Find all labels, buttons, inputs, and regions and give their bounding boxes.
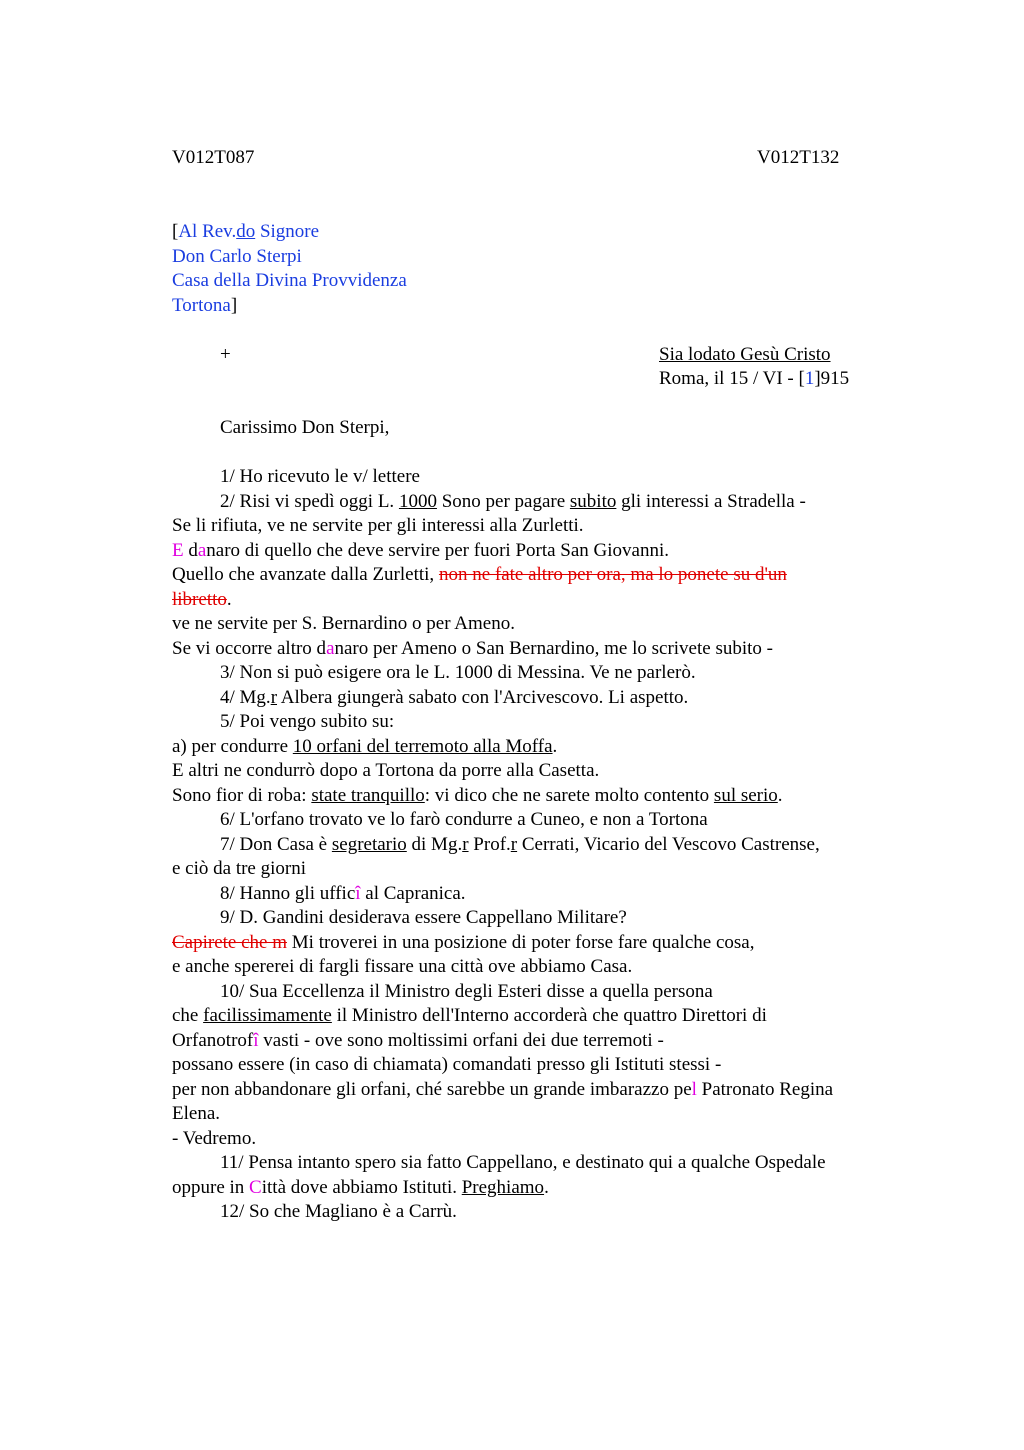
body-line: E danaro di quello che deve servire per fuori Porta San Giovanni.	[172, 540, 670, 561]
body-line: ve ne servite per S. Bernardino o per Ameno.	[172, 613, 515, 634]
body-line: possano essere (in caso di chiamata) comandati presso gli Istituti stessi -	[172, 1054, 722, 1075]
body-line: E altri ne condurrò dopo a Tortona da porre alla Casetta.	[172, 760, 600, 781]
body-line: Orfanotrofî vasti - ove sono moltissimi orfani dei due terremoti -	[172, 1030, 664, 1051]
motto: Sia lodato Gesù Cristo	[659, 344, 831, 365]
body-line: a) per condurre 10 orfani del terremoto alla Moffa.	[172, 736, 558, 757]
address-line-2: Don Carlo Sterpi	[172, 246, 302, 267]
body-line: Se vi occorre altro danaro per Ameno o San Bernardino, me lo scrivete subito -	[172, 638, 773, 659]
address-line-1: [Al Rev.do Signore	[172, 221, 320, 242]
body-line: oppure in Città dove abbiamo Istituti. Preghiamo.	[172, 1177, 549, 1198]
body-line: 9/ D. Gandini desiderava essere Cappellano Militare?	[220, 907, 627, 928]
body-line: Capirete che m Mi troverei in una posizione di poter forse fare qualche cosa,	[172, 932, 755, 953]
cross-symbol: +	[220, 344, 231, 365]
address-line-4: Tortona]	[172, 295, 238, 316]
body-line: 4/ Mg.r Albera giungerà sabato con l'Arcivescovo. Li aspetto.	[220, 687, 689, 708]
body-line: 10/ Sua Eccellenza il Ministro degli Esteri disse a quella persona	[220, 981, 713, 1002]
body-line: Sono fior di roba: state tranquillo: vi dico che ne sarete molto contento sul serio.	[172, 785, 783, 806]
body-line: 6/ L'orfano trovato ve lo farò condurre a Cuneo, e non a Tortona	[220, 809, 708, 830]
body-line: per non abbandonare gli orfani, ché sarebbe un grande imbarazzo pel Patronato Regina	[172, 1079, 834, 1100]
body-line: Se li rifiuta, ve ne servite per gli interessi alla Zurletti.	[172, 515, 584, 536]
body-line: e anche spererei di fargli fissare una città ove abbiamo Casa.	[172, 956, 633, 977]
body-line: Quello che avanzate dalla Zurletti, non ne fate altro per ora, ma lo ponete su d'un	[172, 564, 787, 585]
body-line: 5/ Poi vengo subito su:	[220, 711, 395, 732]
body-line: 12/ So che Magliano è a Carrù.	[220, 1201, 457, 1222]
archive-code-left: V012T087	[172, 147, 255, 168]
letter-date: Roma, il 15 / VI - [1]915	[659, 368, 850, 389]
body-line: - Vedremo.	[172, 1128, 257, 1149]
body-line: libretto.	[172, 589, 232, 610]
body-line: Elena.	[172, 1103, 221, 1124]
body-line: che facilissimamente il Ministro dell'Interno accorderà che quattro Direttori di	[172, 1005, 767, 1026]
body-line: 2/ Risi vi spedì oggi L. 1000 Sono per pagare subito gli interessi a Stradella -	[220, 491, 806, 512]
body-line: e ciò da tre giorni	[172, 858, 307, 879]
body-line: 3/ Non si può esigere ora le L. 1000 di Messina. Ve ne parlerò.	[220, 662, 696, 683]
address-line-3: Casa della Divina Provvidenza	[172, 270, 407, 291]
salutation: Carissimo Don Sterpi,	[220, 417, 390, 438]
body-line: 11/ Pensa intanto spero sia fatto Cappellano, e destinato qui a qualche Ospedale	[220, 1152, 826, 1173]
body-line: 8/ Hanno gli ufficî al Capranica.	[220, 883, 466, 904]
body-line: 7/ Don Casa è segretario di Mg.r Prof.r Cerrati, Vicario del Vescovo Castrense,	[220, 834, 820, 855]
body-line: 1/ Ho ricevuto le v/ lettere	[220, 466, 420, 487]
archive-code-right: V012T132	[757, 147, 840, 168]
